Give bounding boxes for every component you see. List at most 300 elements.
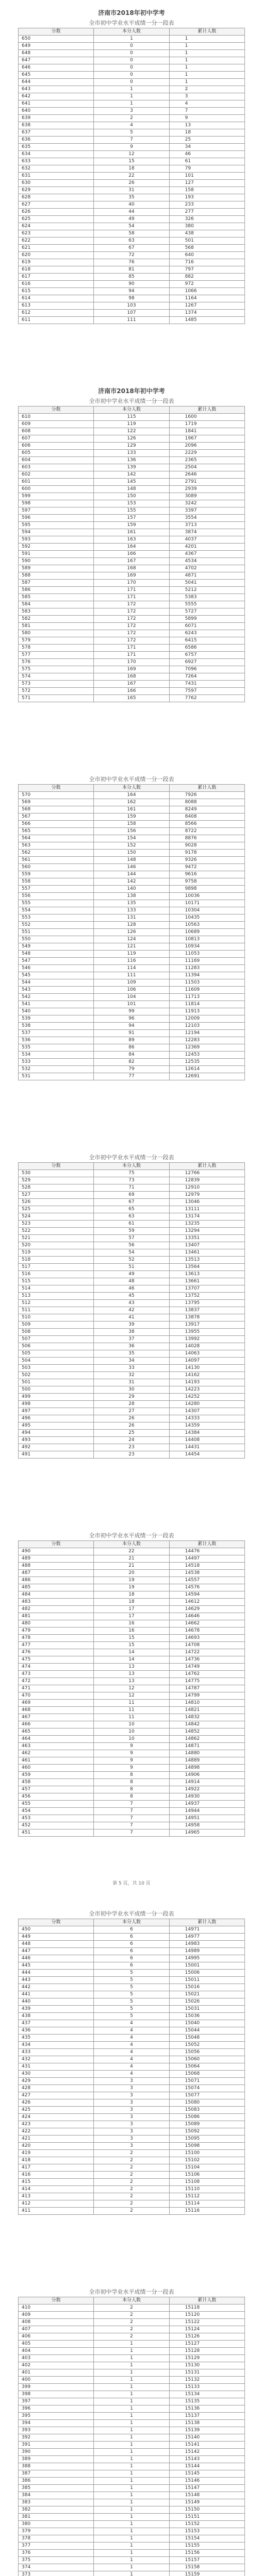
score-cell: 429 (19, 2078, 94, 2085)
table-row (19, 2172, 245, 2179)
score-cell: 526 (19, 1199, 94, 1206)
score-cell: 392 (19, 2434, 94, 2442)
count-cell: 109 (94, 979, 169, 987)
count-cell: 135 (94, 900, 169, 907)
table-row (19, 1948, 245, 1955)
score-cell: 538 (19, 1023, 94, 1030)
count-cell: 3 (94, 2128, 169, 2136)
score-cell: 515 (19, 1278, 94, 1285)
score-cell: 628 (19, 194, 94, 201)
count-cell: 67 (94, 1199, 169, 1206)
table-row (19, 1779, 245, 1786)
cumulative-cell: 9 (169, 115, 244, 122)
cumulative-cell: 15136 (169, 2405, 244, 2413)
score-cell: 563 (19, 842, 94, 850)
cumulative-column-header: 累计人数 (169, 1919, 244, 1926)
score-cell: 464 (19, 1736, 94, 1743)
count-cell: 133 (94, 450, 169, 457)
table-row (19, 414, 245, 421)
count-cell: 1 (94, 2420, 169, 2427)
score-cell: 604 (19, 457, 94, 464)
table-row (19, 630, 245, 637)
cumulative-cell: 15140 (169, 2434, 244, 2442)
count-cell: 16 (94, 1628, 169, 1635)
score-column-header: 分数 (19, 1919, 94, 1926)
count-cell: 30 (94, 1386, 169, 1394)
cumulative-cell: 15074 (169, 2085, 244, 2092)
cumulative-cell: 14063 (169, 1350, 244, 1358)
table-row (19, 1555, 245, 1563)
count-cell: 170 (94, 580, 169, 587)
table-row (19, 1271, 245, 1278)
count-cell: 4 (94, 2035, 169, 2042)
cumulative-cell: 15095 (169, 2136, 244, 2143)
count-cell: 8 (94, 1779, 169, 1786)
table-row (19, 1213, 245, 1221)
cumulative-cell: 14832 (169, 1714, 244, 1721)
table-row (19, 1991, 245, 1998)
count-cell: 1 (94, 2398, 169, 2405)
score-cell: 559 (19, 871, 94, 878)
count-cell: 170 (94, 659, 169, 666)
count-cell: 11 (94, 1700, 169, 1707)
count-cell: 150 (94, 850, 169, 857)
page-title (0, 2276, 263, 2287)
cumulative-cell: 1 (169, 64, 244, 72)
cumulative-cell: 14476 (169, 1548, 244, 1555)
cumulative-cell: 1 (169, 72, 244, 79)
score-cell: 520 (19, 1242, 94, 1249)
table-row (19, 616, 245, 623)
table-row (19, 245, 245, 252)
count-cell: 1 (94, 2377, 169, 2384)
cumulative-cell: 15116 (169, 2208, 244, 2215)
cumulative-cell: 13564 (169, 1264, 244, 1271)
cumulative-cell: 14576 (169, 1584, 244, 1591)
score-cell: 518 (19, 1257, 94, 1264)
cumulative-cell: 2365 (169, 457, 244, 464)
score-cell: 389 (19, 2456, 94, 2463)
cumulative-cell: 14408 (169, 1437, 244, 1444)
score-cell: 395 (19, 2413, 94, 2420)
score-cell: 415 (19, 2179, 94, 2186)
count-cell: 9 (94, 1750, 169, 1757)
cumulative-cell: 15064 (169, 2063, 244, 2071)
cumulative-cell: 3554 (169, 515, 244, 522)
score-cell: 458 (19, 1779, 94, 1786)
table-row (19, 522, 245, 529)
count-cell: 15 (94, 158, 169, 165)
score-cell: 482 (19, 1606, 94, 1613)
cumulative-cell: 8408 (169, 814, 244, 821)
score-cell: 450 (19, 1926, 94, 1934)
table-row (19, 64, 245, 72)
cumulative-cell: 4871 (169, 572, 244, 580)
score-cell: 420 (19, 2143, 94, 2150)
table-row (19, 1386, 245, 1394)
cumulative-cell: 1485 (169, 317, 244, 324)
cumulative-cell: 14612 (169, 1599, 244, 1606)
cumulative-cell: 15128 (169, 2348, 244, 2355)
count-cell: 168 (94, 565, 169, 572)
score-cell: 606 (19, 443, 94, 450)
score-cell: 509 (19, 1321, 94, 1329)
count-cell: 2 (94, 2179, 169, 2186)
score-cell: 406 (19, 2333, 94, 2341)
cumulative-cell: 3 (169, 93, 244, 100)
count-cell: 106 (94, 987, 169, 994)
score-cell: 436 (19, 2027, 94, 2035)
cumulative-cell: 14384 (169, 1430, 244, 1437)
score-cell: 412 (19, 2200, 94, 2208)
cumulative-cell: 15131 (169, 2369, 244, 2377)
count-cell: 162 (94, 799, 169, 806)
cumulative-cell: 14028 (169, 1343, 244, 1350)
score-cell: 645 (19, 72, 94, 79)
table-row (19, 850, 245, 857)
table-row (19, 1264, 245, 1271)
score-cell: 402 (19, 2362, 94, 2369)
count-cell: 171 (94, 645, 169, 652)
count-cell: 57 (94, 1235, 169, 1242)
table-row (19, 79, 245, 86)
cumulative-cell: 14130 (169, 1365, 244, 1372)
cumulative-cell: 14162 (169, 1372, 244, 1379)
count-cell: 6 (94, 1934, 169, 1941)
score-cell: 423 (19, 2121, 94, 2128)
count-cell: 164 (94, 544, 169, 551)
score-cell: 561 (19, 857, 94, 864)
cumulative-cell: 3089 (169, 493, 244, 500)
count-cell: 169 (94, 666, 169, 673)
score-cell: 480 (19, 1620, 94, 1628)
count-cell: 159 (94, 522, 169, 529)
cumulative-cell: 14989 (169, 1948, 244, 1955)
table-row (19, 2208, 245, 2215)
count-cell: 161 (94, 806, 169, 814)
cumulative-cell: 15145 (169, 2470, 244, 2478)
cumulative-cell: 5555 (169, 601, 244, 608)
score-cell: 613 (19, 302, 94, 310)
count-cell: 128 (94, 922, 169, 929)
table-row (19, 1314, 245, 1321)
table-row (19, 2492, 245, 2499)
table-row (19, 965, 245, 972)
score-cell: 499 (19, 1394, 94, 1401)
cumulative-cell: 7926 (169, 792, 244, 799)
cumulative-cell: 1066 (169, 288, 244, 295)
score-cell: 615 (19, 288, 94, 295)
table-row (19, 2107, 245, 2114)
score-cell: 556 (19, 893, 94, 900)
count-cell: 12 (94, 151, 169, 158)
cumulative-cell: 14223 (169, 1386, 244, 1394)
score-cell: 633 (19, 158, 94, 165)
cumulative-cell: 2939 (169, 486, 244, 493)
count-cell: 1 (94, 2478, 169, 2485)
score-cell: 399 (19, 2384, 94, 2391)
table-row (19, 601, 245, 608)
cumulative-cell: 15001 (169, 1962, 244, 1970)
cumulative-cell: 15080 (169, 2099, 244, 2107)
cumulative-cell: 15156 (169, 2550, 244, 2557)
score-cell: 374 (19, 2564, 94, 2571)
table-row (19, 1052, 245, 1059)
table-row (19, 1765, 245, 1772)
count-cell: 91 (94, 1030, 169, 1037)
cumulative-cell: 15077 (169, 2092, 244, 2099)
table-header-row (19, 28, 245, 36)
cumulative-cell: 14359 (169, 1422, 244, 1430)
count-cell: 1 (94, 2348, 169, 2355)
cumulative-cell: 15141 (169, 2442, 244, 2449)
count-cell: 4 (94, 2056, 169, 2063)
table-row (19, 1249, 245, 1257)
score-cell: 640 (19, 108, 94, 115)
cumulative-cell: 10563 (169, 922, 244, 929)
score-cell: 553 (19, 914, 94, 922)
cumulative-cell: 15147 (169, 2485, 244, 2492)
count-cell: 2 (94, 115, 169, 122)
table-row (19, 1750, 245, 1757)
count-cell: 148 (94, 486, 169, 493)
count-cell: 8 (94, 1786, 169, 1793)
cumulative-cell: 1 (169, 36, 244, 43)
table-row (19, 1235, 245, 1242)
score-cell: 599 (19, 493, 94, 500)
cumulative-cell: 9758 (169, 878, 244, 886)
cumulative-cell: 12194 (169, 1030, 244, 1037)
cumulative-cell: 1600 (169, 414, 244, 421)
table-row (19, 972, 245, 979)
page-subtitle: 全市初中学业水平成绩一分一段表 (89, 1532, 174, 1539)
cumulative-cell: 14775 (169, 1678, 244, 1685)
count-cell: 4 (94, 2049, 169, 2056)
document-page (0, 1513, 263, 1891)
table-row (19, 428, 245, 435)
cumulative-cell: 15052 (169, 2042, 244, 2049)
document-page (0, 2269, 263, 2576)
score-cell: 590 (19, 558, 94, 565)
cumulative-cell: 501 (169, 238, 244, 245)
score-cell: 469 (19, 1700, 94, 1707)
count-cell: 59 (94, 1228, 169, 1235)
table-row (19, 608, 245, 616)
score-cell: 544 (19, 979, 94, 987)
count-cell: 99 (94, 1008, 169, 1015)
cumulative-cell: 12103 (169, 1023, 244, 1030)
score-cell: 542 (19, 994, 94, 1001)
table-row (19, 238, 245, 245)
table-row (19, 1422, 245, 1430)
cumulative-cell: 14995 (169, 1955, 244, 1962)
count-cell: 22 (94, 1548, 169, 1555)
count-cell: 168 (94, 673, 169, 681)
table-row (19, 2528, 245, 2535)
score-cell: 574 (19, 673, 94, 681)
cumulative-cell: 15122 (169, 2319, 244, 2326)
table-row (19, 457, 245, 464)
count-cell: 107 (94, 310, 169, 317)
count-cell: 5 (94, 1970, 169, 1977)
score-cell: 475 (19, 1656, 94, 1664)
cumulative-cell: 15130 (169, 2362, 244, 2369)
table-row (19, 2312, 245, 2319)
count-cell: 52 (94, 1257, 169, 1264)
score-cell: 489 (19, 1555, 94, 1563)
score-cell: 539 (19, 1015, 94, 1023)
count-cell: 6 (94, 1941, 169, 1948)
count-cell: 166 (94, 688, 169, 695)
cumulative-cell: 15134 (169, 2391, 244, 2398)
cumulative-cell: 5383 (169, 594, 244, 601)
cumulative-cell: 13752 (169, 1293, 244, 1300)
score-cell: 647 (19, 57, 94, 64)
score-cell: 605 (19, 450, 94, 457)
cumulative-column-header: 累计人数 (169, 1541, 244, 1548)
count-cell: 72 (94, 252, 169, 259)
count-cell: 26 (94, 1422, 169, 1430)
score-cell: 456 (19, 1793, 94, 1801)
score-cell: 603 (19, 464, 94, 471)
score-cell: 598 (19, 500, 94, 507)
table-row (19, 2543, 245, 2550)
count-column-header: 本分人数 (94, 1163, 169, 1170)
score-cell: 617 (19, 274, 94, 281)
score-cell: 592 (19, 544, 94, 551)
table-row (19, 108, 245, 115)
cumulative-cell: 14958 (169, 1822, 244, 1829)
score-table (18, 2297, 245, 2576)
count-cell: 171 (94, 594, 169, 601)
cumulative-cell: 14906 (169, 1772, 244, 1779)
score-cell: 506 (19, 1343, 94, 1350)
table-row (19, 1170, 245, 1177)
count-cell: 10 (94, 1736, 169, 1743)
table-row (19, 2427, 245, 2434)
count-cell: 1 (94, 2456, 169, 2463)
table-row (19, 864, 245, 871)
cumulative-cell: 1967 (169, 435, 244, 443)
table-row (19, 471, 245, 479)
score-cell: 579 (19, 637, 94, 645)
cumulative-cell: 13351 (169, 1235, 244, 1242)
cumulative-cell: 1 (169, 57, 244, 64)
table-row (19, 1584, 245, 1591)
cumulative-cell: 13613 (169, 1271, 244, 1278)
cumulative-cell: 15036 (169, 2013, 244, 2020)
cumulative-cell: 15071 (169, 2078, 244, 2085)
count-cell: 2 (94, 2312, 169, 2319)
table-row (19, 493, 245, 500)
count-cell: 153 (94, 500, 169, 507)
table-row (19, 1073, 245, 1080)
cumulative-cell: 11283 (169, 965, 244, 972)
cumulative-cell: 1841 (169, 428, 244, 435)
table-row (19, 1678, 245, 1685)
table-row (19, 2405, 245, 2413)
cumulative-cell: 25 (169, 137, 244, 144)
score-cell: 624 (19, 223, 94, 230)
count-cell: 126 (94, 929, 169, 936)
score-cell: 596 (19, 515, 94, 522)
cumulative-cell: 14852 (169, 1728, 244, 1736)
table-row (19, 2150, 245, 2157)
score-cell: 430 (19, 2071, 94, 2078)
count-cell: 8 (94, 1793, 169, 1801)
table-row (19, 1577, 245, 1584)
table-row (19, 288, 245, 295)
count-cell: 23 (94, 1444, 169, 1451)
table-row (19, 1307, 245, 1314)
score-cell: 439 (19, 2006, 94, 2013)
score-cell: 572 (19, 688, 94, 695)
score-cell: 510 (19, 1314, 94, 1321)
cumulative-cell: 15150 (169, 2506, 244, 2514)
count-cell: 2 (94, 2193, 169, 2200)
score-cell: 496 (19, 1415, 94, 1422)
score-cell: 552 (19, 922, 94, 929)
cumulative-cell: 14431 (169, 1444, 244, 1451)
score-cell: 565 (19, 828, 94, 835)
table-row (19, 43, 245, 50)
table-row (19, 1257, 245, 1264)
table-row (19, 100, 245, 108)
cumulative-column-header: 累计人数 (169, 1163, 244, 1170)
table-row (19, 1023, 245, 1030)
table-row (19, 2099, 245, 2107)
table-row (19, 2056, 245, 2063)
score-cell: 417 (19, 2164, 94, 2172)
cumulative-cell: 5041 (169, 580, 244, 587)
cumulative-cell: 9898 (169, 886, 244, 893)
cumulative-cell: 14944 (169, 1808, 244, 1815)
cumulative-cell: 9028 (169, 842, 244, 850)
score-cell: 541 (19, 1001, 94, 1008)
cumulative-cell: 15158 (169, 2564, 244, 2571)
score-cell: 467 (19, 1714, 94, 1721)
table-row (19, 1242, 245, 1249)
table-row (19, 115, 245, 122)
score-cell: 609 (19, 421, 94, 428)
score-cell: 493 (19, 1437, 94, 1444)
count-cell: 4 (94, 2042, 169, 2049)
table-row (19, 1685, 245, 1692)
score-cell: 411 (19, 2208, 94, 2215)
count-cell: 3 (94, 2099, 169, 2107)
score-column-header: 分数 (19, 406, 94, 414)
table-row (19, 165, 245, 173)
count-cell: 2 (94, 2186, 169, 2193)
score-cell: 594 (19, 529, 94, 536)
cumulative-cell: 1267 (169, 302, 244, 310)
count-column-header: 本分人数 (94, 785, 169, 792)
cumulative-cell: 7264 (169, 673, 244, 681)
score-cell: 426 (19, 2099, 94, 2107)
count-cell: 26 (94, 1415, 169, 1422)
table-row (19, 1714, 245, 1721)
count-cell: 0 (94, 64, 169, 72)
cumulative-cell: 15056 (169, 2049, 244, 2056)
count-cell: 1 (94, 2492, 169, 2499)
cumulative-cell: 34 (169, 144, 244, 151)
count-cell: 20 (94, 1570, 169, 1577)
cumulative-cell: 15068 (169, 2071, 244, 2078)
score-cell: 498 (19, 1401, 94, 1408)
count-cell: 96 (94, 1015, 169, 1023)
score-cell: 401 (19, 2369, 94, 2377)
count-cell: 1 (94, 2535, 169, 2543)
